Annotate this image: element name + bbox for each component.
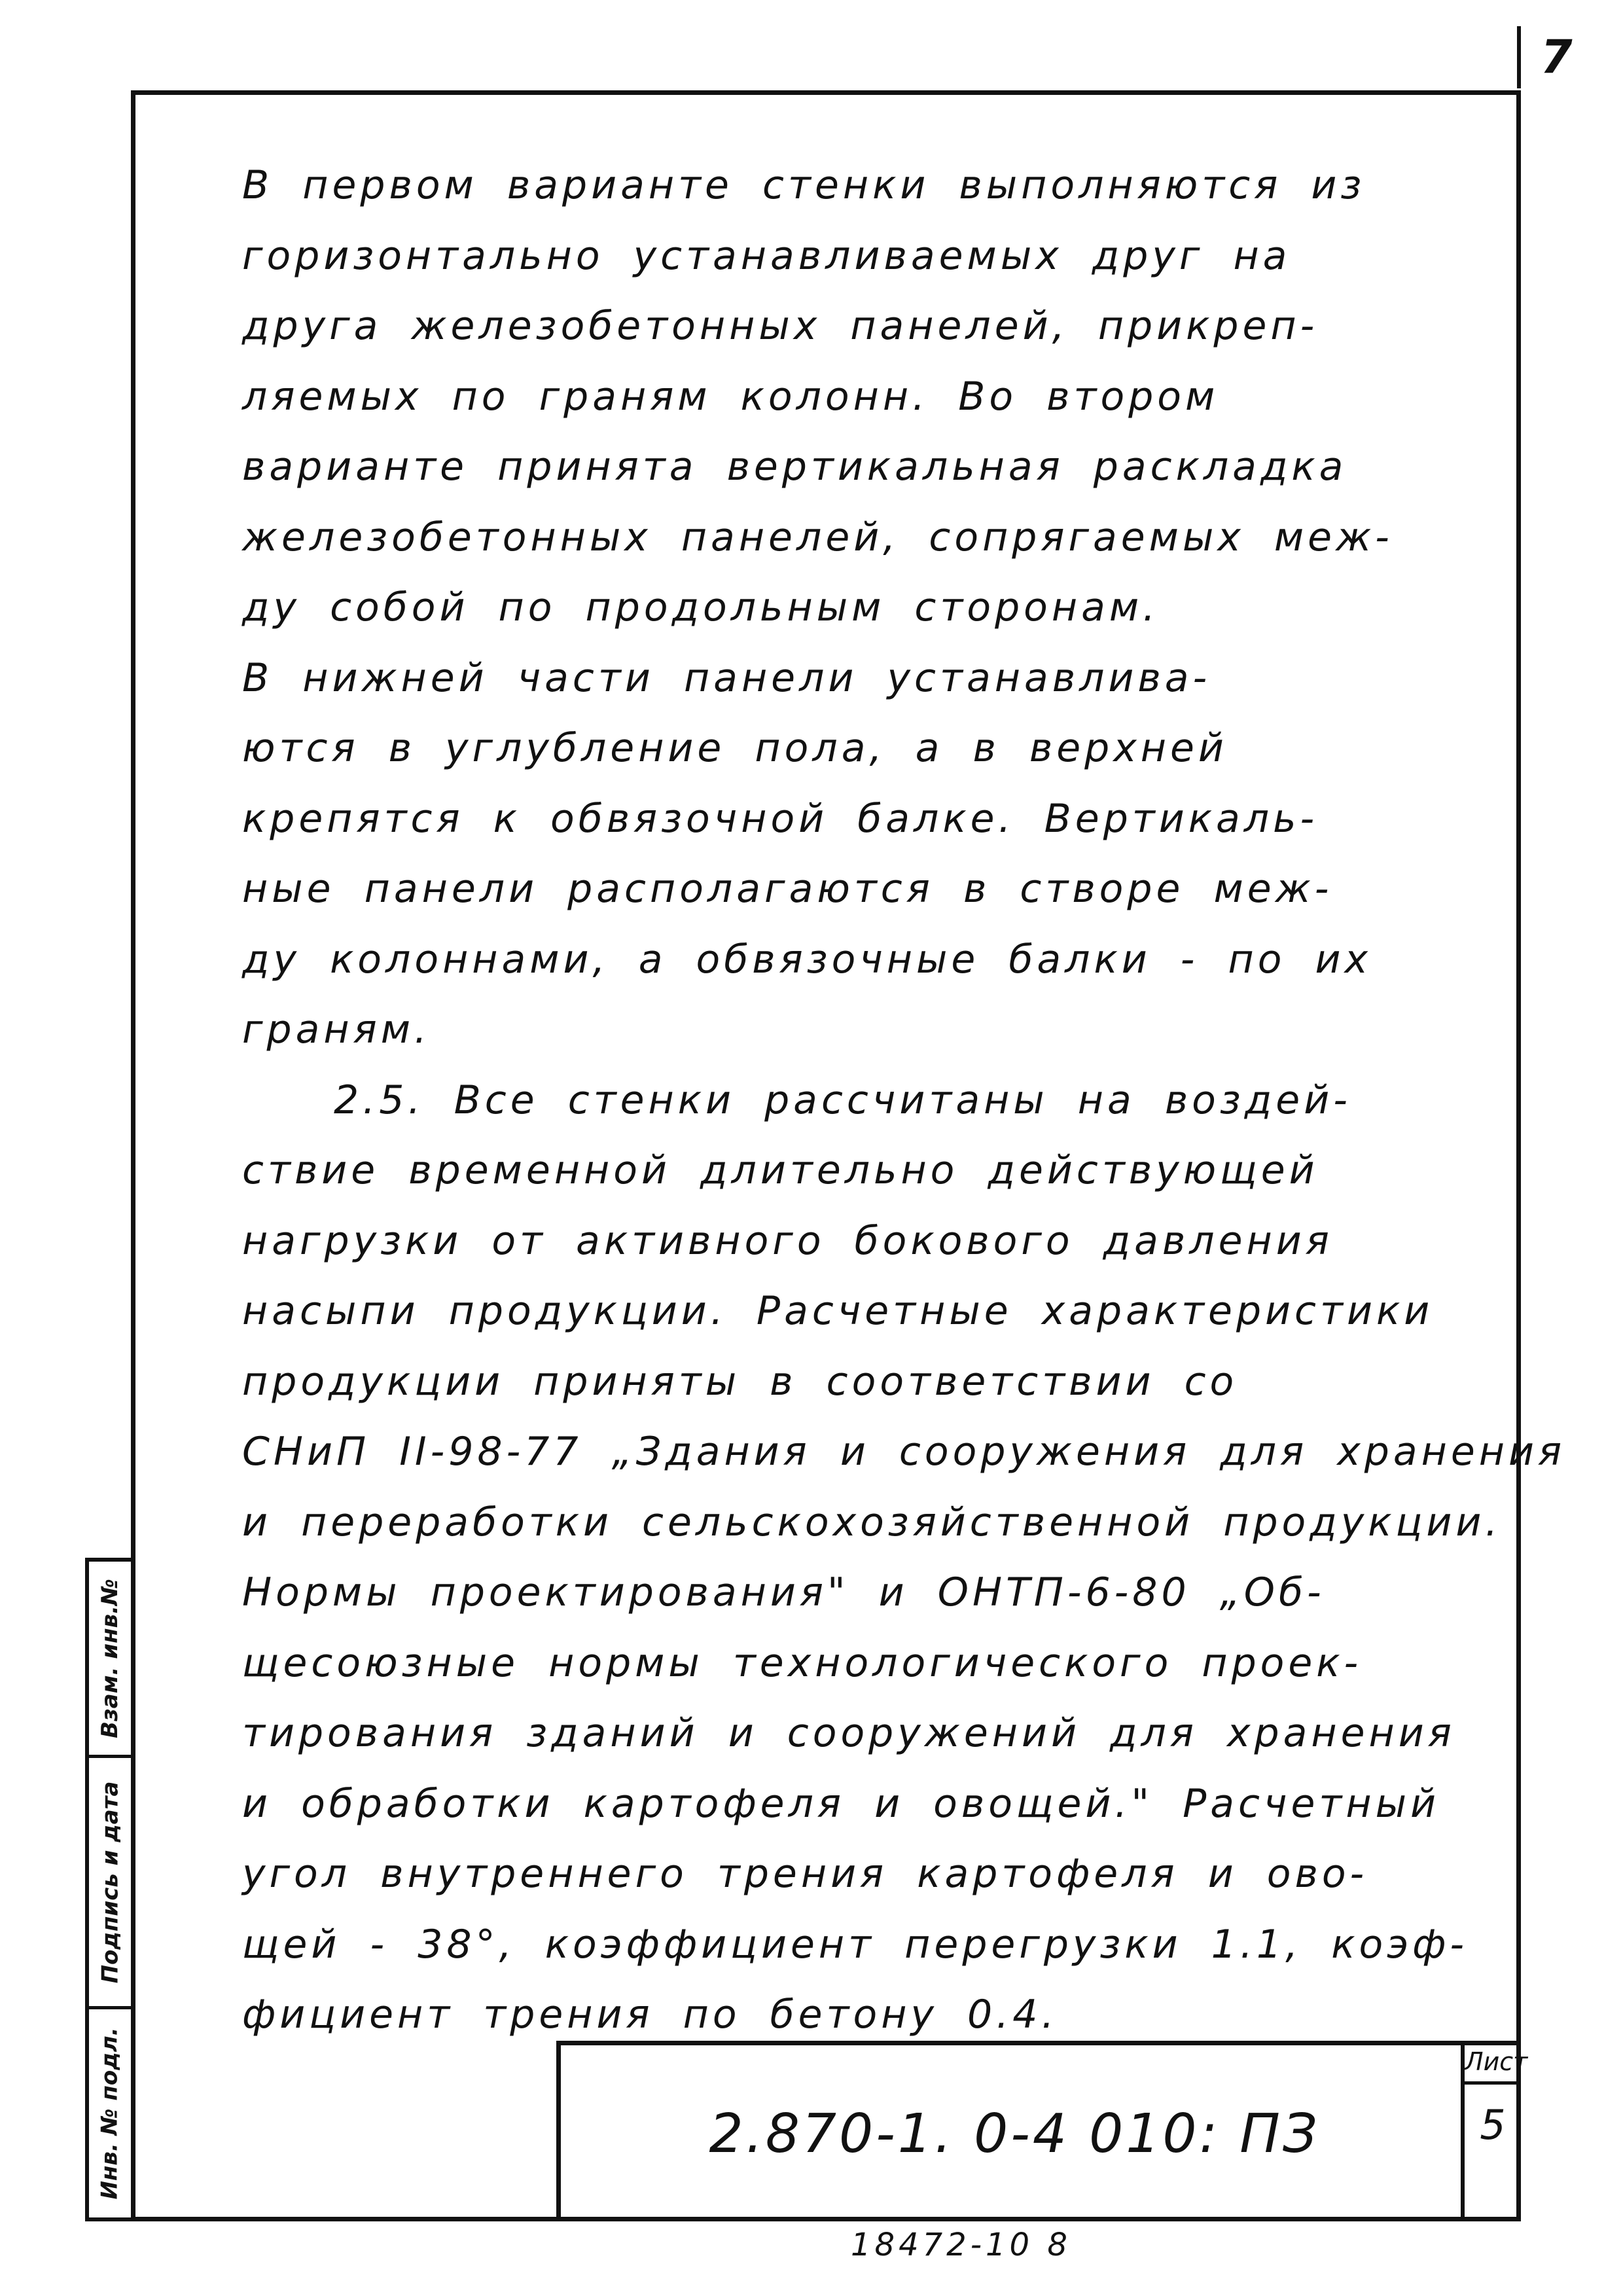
text-line: и переработки сельскохозяйственной продукции. bbox=[242, 1499, 1502, 1545]
text-line: железобетонных панелей, сопрягаемых меж- bbox=[242, 514, 1393, 560]
text-line: В нижней части панели устанавлива- bbox=[242, 655, 1211, 701]
stamp-label: Инв. № подл. bbox=[97, 2027, 123, 2200]
stamp-cell-replacement bbox=[89, 1562, 131, 1758]
text-line: крепятся к обвязочной балке. Вертикаль- bbox=[242, 795, 1319, 842]
document-code: 2.870-1. 0-4 010: ПЗ bbox=[709, 2102, 1320, 2165]
sheet-label: Лист bbox=[1465, 2047, 1528, 2076]
text-line-paragraph-start: 2.5. Все стенки рассчитаны на воздей- bbox=[334, 1077, 1351, 1123]
sheet-number: 5 bbox=[1480, 2101, 1506, 2149]
side-stamp bbox=[85, 1558, 131, 2221]
stamp-label: Взам. инв.№ bbox=[97, 1578, 123, 1738]
stamp-cell-inventory bbox=[89, 2009, 131, 2217]
stamp-cell-signature bbox=[89, 1758, 131, 2009]
text-line: друга железобетонных панелей, прикреп- bbox=[242, 303, 1319, 349]
text-line: ду собой по продольным сторонам. bbox=[242, 584, 1160, 630]
text-line: ствие временной длительно действующей bbox=[242, 1147, 1319, 1193]
text-line: нагрузки от активного бокового давления bbox=[242, 1217, 1333, 1264]
text-line: ются в углубление пола, а в верхней bbox=[242, 725, 1228, 771]
text-line: граням. bbox=[242, 1007, 431, 1052]
text-line: В первом варианте стенки выполняются из bbox=[242, 162, 1366, 208]
text-line: варианте принята вертикальная раскладка bbox=[242, 444, 1347, 490]
text-line: угол внутреннего трения картофеля и ово- bbox=[242, 1851, 1368, 1897]
text-line: ные панели располагаются в створе меж- bbox=[242, 866, 1333, 912]
text-line: фициент трения по бетону 0.4. bbox=[242, 1992, 1058, 2037]
text-line: продукции приняты в соответствии со bbox=[242, 1358, 1238, 1405]
stamp-label: Подпись и дата bbox=[97, 1781, 124, 1983]
text-line: ду колоннами, а обвязочные балки - по их bbox=[242, 936, 1372, 982]
text-line: тирования зданий и сооружений для хранения bbox=[242, 1710, 1455, 1756]
page-number: 7 bbox=[1517, 26, 1573, 88]
archive-number: 18472-10 8 bbox=[851, 2227, 1071, 2263]
sheet-divider bbox=[1461, 2081, 1521, 2085]
text-line: СНиП II-98-77 „Здания и сооружения для хранения bbox=[242, 1429, 1566, 1475]
text-line: насыпи продукции. Расчетные характеристики bbox=[242, 1288, 1434, 1334]
text-line: и обработки картофеля и овощей." Расчетный bbox=[242, 1780, 1440, 1827]
body-text bbox=[242, 151, 1566, 2051]
text-line: ляемых по граням колонн. Во втором bbox=[242, 373, 1219, 420]
text-line: щесоюзные нормы технологического проек- bbox=[242, 1640, 1363, 1686]
text-line: горизонтально устанавливаемых друг на bbox=[242, 232, 1291, 279]
text-line: щей - 38°, коэффициент перегрузки 1.1, коэф- bbox=[242, 1921, 1469, 1967]
text-line: Нормы проектирования" и ОНТП-6-80 „Об- bbox=[242, 1570, 1325, 1615]
